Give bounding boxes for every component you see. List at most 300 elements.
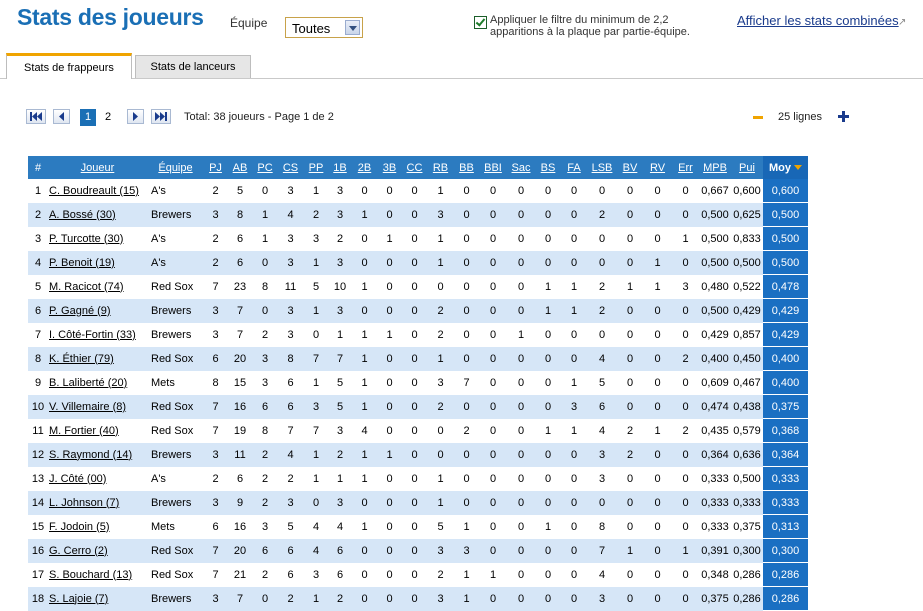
table-cell: 0,500: [733, 472, 761, 485]
column-header[interactable]: [535, 156, 561, 179]
player-link[interactable]: G. Cerro (2): [49, 544, 108, 557]
table-cell: 0: [402, 299, 427, 323]
table-cell: 3: [437, 376, 444, 389]
table-cell: 0: [682, 328, 689, 341]
table-cell: 0: [682, 376, 689, 389]
table-cell: 0: [489, 424, 497, 437]
table-cell: 0: [463, 232, 470, 245]
column-header[interactable]: [48, 156, 147, 179]
player-link[interactable]: C. Boudreault (15): [49, 184, 139, 197]
column-header[interactable]: [204, 156, 227, 179]
table-cell: 6: [236, 472, 244, 485]
table-cell: 3: [261, 520, 269, 533]
table-cell: 0: [507, 443, 535, 467]
table-cell: 1: [654, 280, 661, 293]
table-cell: 2: [328, 587, 352, 611]
table-cell: 4: [361, 424, 368, 437]
table-cell: 0: [479, 203, 507, 227]
table-cell: 4: [277, 443, 304, 467]
table-cell: 19: [233, 424, 247, 437]
external-link-icon: ↗: [898, 17, 907, 28]
table-cell: 3: [253, 347, 277, 371]
column-header[interactable]: [672, 156, 699, 179]
player-link[interactable]: J. Côté (00): [49, 472, 107, 485]
table-cell: 0: [427, 443, 454, 467]
table-cell: 0: [377, 299, 402, 323]
table-cell: 0: [463, 328, 470, 341]
table-cell: 0: [626, 184, 634, 197]
table-cell: 1: [304, 587, 328, 611]
table-cell: 1: [561, 299, 587, 323]
table-cell: 8: [261, 280, 269, 293]
prev-page-button[interactable]: [53, 109, 70, 124]
table-cell: Brewers: [147, 203, 204, 227]
table-cell: 0: [489, 184, 497, 197]
table-cell: 6: [28, 299, 48, 323]
player-link[interactable]: M. Racicot (74): [49, 280, 124, 293]
next-page-button[interactable]: [127, 109, 144, 124]
table-cell: 0: [489, 472, 497, 485]
table-cell: 0,300: [731, 539, 763, 563]
table-cell: 6: [287, 568, 294, 581]
column-header[interactable]: [227, 156, 253, 179]
table-cell: 5: [328, 395, 352, 419]
table-cell: 0,500: [699, 203, 731, 227]
table-cell: 1: [544, 280, 552, 293]
table-cell: 2: [277, 587, 304, 611]
table-cell: 6: [204, 347, 227, 371]
last-page-icon: [154, 112, 168, 121]
column-header[interactable]: [277, 156, 304, 179]
table-cell: 0: [654, 184, 661, 197]
table-cell: 0,429: [701, 328, 729, 341]
table-cell: 2: [253, 443, 277, 467]
table-cell: 8: [261, 424, 269, 437]
table-cell: 11: [227, 443, 253, 467]
table-cell: 0,450: [731, 347, 763, 371]
table-cell: 1: [437, 232, 444, 245]
table-cell: 0: [402, 491, 427, 515]
table-cell: Red Sox: [151, 568, 194, 581]
table-cell: 8: [598, 520, 606, 533]
table-cell: 0: [377, 251, 402, 275]
table-cell: 0: [479, 587, 507, 611]
table-cell: 1: [570, 424, 578, 437]
table-cell: 0: [489, 232, 497, 245]
table-cell: 1: [672, 539, 699, 563]
column-header[interactable]: [617, 156, 643, 179]
table-cell: 0: [386, 184, 393, 197]
column-header-label: MPB: [703, 161, 727, 174]
column-header[interactable]: [377, 156, 402, 179]
table-cell: 0: [454, 395, 479, 419]
table-cell: 20: [227, 539, 253, 563]
table-cell: 1: [489, 568, 497, 581]
table-cell: 0: [479, 539, 507, 563]
column-header[interactable]: [699, 156, 731, 179]
table-cell: 0: [411, 184, 418, 197]
table-cell: 0,300: [763, 539, 808, 563]
table-cell: Red Sox: [147, 539, 204, 563]
table-cell: 2: [328, 443, 352, 467]
table-cell: 0: [463, 184, 470, 197]
table-cell: 0: [507, 395, 535, 419]
table-cell: 0: [643, 347, 672, 371]
column-header[interactable]: [763, 156, 808, 179]
table-cell: 2: [212, 232, 219, 245]
combined-stats-link[interactable]: Afficher les stats combinées: [737, 13, 899, 28]
table-cell: 0: [377, 491, 402, 515]
table-cell: 3: [328, 491, 352, 515]
table-cell: 0,435: [701, 424, 729, 437]
table-cell: 3: [287, 328, 294, 341]
column-header-label: Pui: [739, 161, 755, 174]
table-cell: 0: [570, 184, 578, 197]
table-cell: [48, 179, 147, 203]
table-cell: 0: [361, 232, 368, 245]
column-header[interactable]: [731, 156, 763, 179]
table-cell: 0: [517, 472, 525, 485]
plus-icon[interactable]: [838, 111, 849, 122]
column-header-label: BS: [540, 161, 556, 174]
table-cell: 6: [227, 251, 253, 275]
table-cell: 2: [587, 203, 617, 227]
column-header[interactable]: [643, 156, 672, 179]
column-header-label: AB: [232, 161, 248, 174]
table-cell: 1: [643, 251, 672, 275]
minus-icon[interactable]: [753, 116, 763, 119]
table-cell: 18: [28, 587, 48, 611]
table-cell: [48, 443, 147, 467]
column-header-label: Moy: [769, 161, 791, 174]
table-cell: 6: [212, 520, 219, 533]
table-cell: 0: [561, 203, 587, 227]
table-cell: 0: [402, 395, 427, 419]
table-cell: 2: [427, 395, 454, 419]
table-cell: 21: [233, 568, 247, 581]
table-cell: 3: [427, 539, 454, 563]
table-cell: 0,609: [701, 376, 729, 389]
column-header[interactable]: [507, 156, 535, 179]
table-cell: 0: [352, 299, 377, 323]
table-cell: 1: [386, 232, 393, 245]
player-link[interactable]: K. Éthier (79): [49, 352, 114, 365]
page-title: Stats des joueurs: [17, 4, 204, 30]
table-cell: 0: [454, 203, 479, 227]
table-cell: 7: [287, 424, 294, 437]
table-cell: 2: [212, 472, 219, 485]
column-header[interactable]: [304, 156, 328, 179]
column-header[interactable]: [402, 156, 427, 179]
table-cell: 0: [626, 520, 634, 533]
table-cell: 0: [654, 520, 661, 533]
table-cell: 0,375: [733, 520, 761, 533]
column-header[interactable]: [454, 156, 479, 179]
table-cell: 3: [204, 443, 227, 467]
table-cell: 0: [411, 232, 418, 245]
table-cell: 1: [361, 520, 368, 533]
table-row: [28, 491, 808, 515]
table-cell: 7: [204, 395, 227, 419]
column-header-label: 3B: [382, 161, 397, 174]
tab-batting[interactable]: Stats de frappeurs: [6, 53, 132, 79]
table-cell: 1: [427, 251, 454, 275]
table-cell: 6: [253, 539, 277, 563]
table-cell: 0: [377, 587, 402, 611]
table-cell: 0: [304, 491, 328, 515]
player-link[interactable]: I. Côté-Fortin (33): [49, 328, 136, 341]
table-cell: 0: [386, 472, 393, 485]
table-cell: 3: [427, 203, 454, 227]
table-cell: [48, 395, 147, 419]
table-cell: 0: [544, 328, 552, 341]
table-cell: 10: [333, 280, 347, 293]
table-cell: 1: [427, 491, 454, 515]
table-cell: 3: [454, 539, 479, 563]
table-cell: Mets: [151, 376, 175, 389]
table-cell: 2: [626, 424, 634, 437]
filter-checkbox[interactable]: [474, 16, 487, 29]
table-cell: 1: [361, 472, 368, 485]
table-cell: 0: [507, 491, 535, 515]
table-cell: 0: [352, 491, 377, 515]
player-link[interactable]: A. Bossé (30): [49, 208, 116, 221]
column-header: [28, 156, 48, 179]
column-header[interactable]: [561, 156, 587, 179]
team-select[interactable]: [285, 17, 363, 38]
table-cell: 2: [336, 232, 344, 245]
page-number[interactable]: 2: [104, 111, 112, 123]
table-cell: 0: [411, 424, 418, 437]
table-cell: 0: [437, 280, 444, 293]
table-cell: 0,429: [763, 323, 808, 347]
table-cell: 0: [377, 203, 402, 227]
column-header-label: 1B: [333, 161, 347, 174]
table-cell: 11: [32, 424, 44, 437]
table-cell: 4: [587, 347, 617, 371]
table-cell: 0,600: [763, 179, 808, 203]
table-cell: 0: [682, 520, 689, 533]
table-cell: 0: [570, 472, 578, 485]
table-cell: 3: [427, 587, 454, 611]
table-cell: 5: [437, 520, 444, 533]
column-header-label: BV: [622, 161, 638, 174]
chevron-down-icon[interactable]: [345, 20, 360, 35]
table-cell: 6: [277, 395, 304, 419]
table-cell: 2: [212, 184, 219, 197]
table-cell: 0: [587, 251, 617, 275]
table-cell: 0: [437, 424, 444, 437]
table-cell: 0: [672, 587, 699, 611]
tab-divider: [0, 78, 923, 79]
player-link[interactable]: S. Lajoie (7): [49, 592, 109, 605]
team-select-value: Toutes: [292, 21, 331, 36]
table-cell: 2: [437, 328, 444, 341]
player-link[interactable]: M. Fortier (40): [49, 424, 119, 437]
table-cell: 7: [312, 424, 320, 437]
table-cell: 0: [402, 587, 427, 611]
table-cell: 3: [336, 184, 344, 197]
table-cell: 0,600: [733, 184, 761, 197]
page-number-current[interactable]: 1: [80, 109, 96, 126]
table-row: [28, 299, 808, 323]
table-cell: 0: [386, 520, 393, 533]
player-link[interactable]: P. Benoit (19): [49, 256, 115, 269]
table-cell: 8: [28, 347, 48, 371]
table-cell: 12: [28, 443, 48, 467]
column-header[interactable]: [587, 156, 617, 179]
table-header-row: [28, 156, 808, 179]
player-link[interactable]: P. Gagné (9): [49, 304, 111, 317]
table-cell: 0: [507, 539, 535, 563]
table-cell: 0: [454, 491, 479, 515]
table-cell: 2: [287, 472, 294, 485]
table-row: [28, 467, 808, 491]
table-cell: 0: [253, 251, 277, 275]
column-header[interactable]: [147, 156, 204, 179]
first-page-icon: [29, 112, 43, 121]
table-cell: 1: [517, 328, 525, 341]
table-cell: 6: [328, 539, 352, 563]
table-cell: 0,636: [731, 443, 763, 467]
table-cell: A's: [151, 472, 166, 485]
table-cell: 0: [517, 184, 525, 197]
table-cell: 0,500: [763, 227, 808, 251]
table-cell: [48, 323, 147, 347]
table-cell: 11: [284, 280, 297, 293]
table-row: [28, 587, 808, 611]
table-cell: 0: [386, 376, 393, 389]
player-link[interactable]: L. Johnson (7): [49, 496, 120, 509]
table-cell: 0: [544, 184, 552, 197]
player-link[interactable]: S. Raymond (14): [49, 448, 133, 461]
last-page-button[interactable]: [151, 109, 171, 124]
table-cell: 1: [437, 184, 444, 197]
table-cell: 1: [34, 184, 42, 197]
table-cell: 0: [463, 280, 470, 293]
table-cell: 7: [587, 539, 617, 563]
table-cell: 0: [535, 539, 561, 563]
table-cell: 7: [212, 424, 219, 437]
table-row: [28, 179, 808, 203]
player-link[interactable]: P. Turcotte (30): [49, 232, 124, 245]
table-cell: [48, 227, 147, 251]
table-cell: 8: [227, 203, 253, 227]
table-cell: 13: [31, 472, 45, 485]
table-cell: 0: [479, 395, 507, 419]
table-cell: 0,313: [763, 515, 808, 539]
table-cell: [48, 539, 147, 563]
table-cell: 0,438: [731, 395, 763, 419]
table-cell: Brewers: [147, 299, 204, 323]
table-cell: 0: [626, 232, 634, 245]
table-cell: 7: [227, 587, 253, 611]
table-cell: 1: [304, 443, 328, 467]
column-header-label: PC: [257, 161, 273, 174]
table-cell: 3: [34, 232, 42, 245]
table-cell: 0,467: [733, 376, 761, 389]
table-cell: 8: [212, 376, 219, 389]
table-cell: 10: [28, 395, 48, 419]
table-cell: A's: [151, 184, 166, 197]
table-cell: 3: [212, 328, 219, 341]
column-header[interactable]: [253, 156, 277, 179]
table-cell: 0,625: [731, 203, 763, 227]
table-cell: 0: [617, 491, 643, 515]
table-cell: 4: [598, 568, 606, 581]
table-cell: 2: [253, 491, 277, 515]
table-cell: 0: [402, 443, 427, 467]
column-header[interactable]: [479, 156, 507, 179]
table-cell: 0: [507, 203, 535, 227]
table-cell: 0: [682, 568, 689, 581]
table-cell: 1: [463, 568, 470, 581]
table-cell: 0: [561, 347, 587, 371]
table-cell: Red Sox: [147, 347, 204, 371]
tab-pitching[interactable]: Stats de lanceurs: [135, 55, 251, 78]
table-cell: 0: [454, 443, 479, 467]
player-link[interactable]: V. Villemaire (8): [49, 400, 127, 413]
table-cell: 2: [427, 299, 454, 323]
table-cell: 0: [544, 232, 552, 245]
table-cell: 0,833: [733, 232, 761, 245]
table-row: [28, 251, 808, 275]
table-cell: 1: [253, 203, 277, 227]
table-cell: 0,286: [731, 587, 763, 611]
table-cell: 0: [617, 395, 643, 419]
table-cell: 0: [672, 443, 699, 467]
table-cell: Brewers: [147, 587, 204, 611]
table-cell: 6: [336, 568, 344, 581]
table-cell: 0,333: [731, 491, 763, 515]
table-cell: 3: [328, 251, 352, 275]
table-cell: 0: [561, 587, 587, 611]
column-header[interactable]: [328, 156, 352, 179]
table-cell: 0,375: [763, 395, 808, 419]
table-cell: 4: [598, 424, 606, 437]
table-cell: 0: [411, 376, 418, 389]
table-cell: 0: [672, 395, 699, 419]
table-cell: 0: [507, 299, 535, 323]
table-cell: [48, 299, 147, 323]
table-cell: [48, 251, 147, 275]
table-cell: 0,500: [731, 251, 763, 275]
table-cell: 2: [204, 251, 227, 275]
table-cell: [48, 203, 147, 227]
table-cell: 23: [233, 280, 247, 293]
first-page-button[interactable]: [26, 109, 46, 124]
player-link[interactable]: F. Jodoin (5): [49, 520, 110, 533]
table-cell: 5: [287, 520, 294, 533]
table-row: [28, 275, 808, 299]
table-cell: 0: [654, 568, 661, 581]
column-header-label: 2B: [357, 161, 372, 174]
table-row: [28, 203, 808, 227]
table-cell: 0: [544, 472, 552, 485]
table-cell: 0,474: [699, 395, 731, 419]
player-link[interactable]: S. Bouchard (13): [49, 568, 133, 581]
table-cell: 0: [489, 520, 497, 533]
table-cell: 0: [352, 251, 377, 275]
column-header[interactable]: [352, 156, 377, 179]
table-cell: 0: [517, 232, 525, 245]
table-row: [28, 323, 808, 347]
column-header[interactable]: [427, 156, 454, 179]
table-cell: 1: [336, 328, 344, 341]
player-link[interactable]: B. Laliberté (20): [49, 376, 128, 389]
table-cell: 2: [261, 328, 269, 341]
column-header-label: CS: [282, 161, 299, 174]
